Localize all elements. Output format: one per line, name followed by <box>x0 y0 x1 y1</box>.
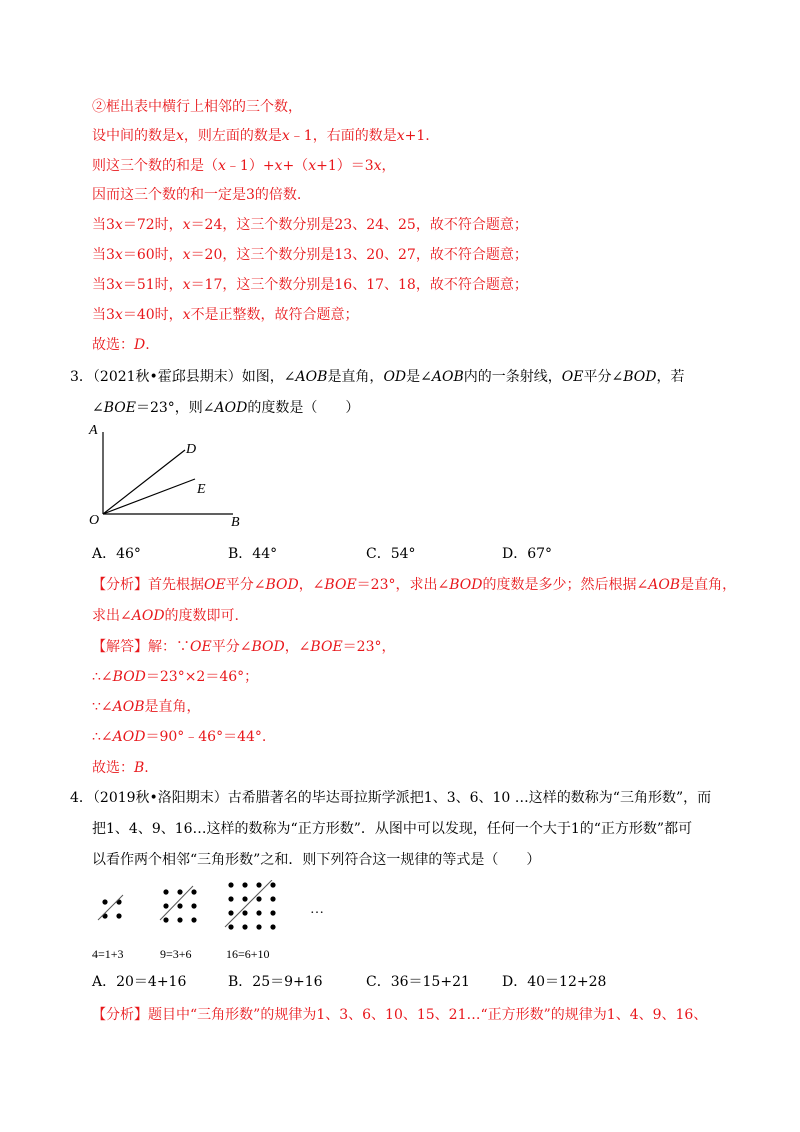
caption-1: 4=1+3 <box>92 947 124 961</box>
ellipsis: … <box>310 902 324 917</box>
q3-option-a: A．46° <box>92 546 141 562</box>
q3-solution-line-2: ∴∠BOD＝23°×2＝46°； <box>92 669 259 685</box>
q4-option-b: B．25＝9+16 <box>228 974 323 990</box>
question-4-line-1: 4．（2019秋•洛阳期末）古希腊著名的毕达哥拉斯学派把1、3、6、10 …这样的数称为“三角形数”，而 <box>70 790 712 806</box>
question-3-line-1: 3．（2021秋•霍邱县期末）如图，∠AOB是直角，OD是∠AOB内的一条射线，OE平分∠BOD，若 <box>70 369 685 385</box>
q3-option-d: D．67° <box>502 546 553 562</box>
answer-line: 故选：D. <box>92 337 150 353</box>
solution-line-3: 则这三个数的和是（x﹣1）+x+（x+1）＝3x， <box>92 158 396 174</box>
q3-option-c: C．54° <box>366 546 416 562</box>
label-o: O <box>89 513 100 528</box>
question-4-line-3: 以看作两个相邻“三角形数”之和．则下列符合这一规律的等式是（ ） <box>92 852 541 868</box>
q4-analysis-line: 【分析】题目中“三角形数”的规律为1、3、6、10、15、21…“正方形数”的规律为1、4、9、16、 <box>92 1007 708 1023</box>
solution-line-4: 因而这三个数的和一定是3的倍数. <box>92 187 302 203</box>
solution-line-1: ②框出表中横行上相邻的三个数， <box>92 99 302 115</box>
q4-option-d: D．40＝12+28 <box>502 974 607 990</box>
case-line-4: 当3x＝40时，x不是正整数，故符合题意； <box>92 307 359 323</box>
ray-od <box>103 450 185 514</box>
q3-solution-line-4: ∴∠AOD＝90°﹣46°＝44°. <box>92 729 267 745</box>
square-3x3 <box>160 886 197 923</box>
q3-option-b: B．44° <box>228 546 278 562</box>
q4-option-a: A．20＝4+16 <box>92 974 187 990</box>
case-line-3: 当3x＝51时，x＝17，这三个数分别是16、17、18，故不符合题意； <box>92 277 528 293</box>
question-3-line-2: ∠BOE＝23°，则∠AOD的度数是（ ） <box>92 400 360 416</box>
q3-analysis-line-2: 求出∠AOD的度数即可. <box>92 608 239 624</box>
square-4x4 <box>225 880 276 930</box>
label-a: A <box>89 423 98 438</box>
label-d: D <box>186 442 197 457</box>
case-line-2: 当3x＝60时，x＝20，这三个数分别是13、20、27，故不符合题意； <box>92 247 528 263</box>
caption-3: 16=6+10 <box>226 947 270 961</box>
ray-oe <box>103 479 195 514</box>
q3-analysis-line-1: 【分析】首先根据OE平分∠BOD，∠BOE＝23°，求出∠BOD的度数是多少；然后根据∠AOB是直角， <box>92 577 737 593</box>
question-4-line-2: 把1、4、9、16…这样的数称为“正方形数”．从图中可以发现，任何一个大于1的“正方形数”都可 <box>92 821 693 837</box>
label-b: B <box>231 515 240 530</box>
square-2x2 <box>98 895 123 920</box>
q4-option-c: C．36＝15+21 <box>366 974 470 990</box>
case-line-1: 当3x＝72时，x＝24，这三个数分别是23、24、25，故不符合题意； <box>92 217 528 233</box>
dot-pattern-figure <box>90 880 350 964</box>
caption-2: 9=3+6 <box>160 947 192 961</box>
q3-solution-line-1: 【解答】解：∵OE平分∠BOD，∠BOE＝23°， <box>92 639 396 655</box>
q3-solution-line-3: ∵∠AOB是直角， <box>92 699 201 715</box>
label-e: E <box>197 482 206 497</box>
solution-line-2: 设中间的数是x，则左面的数是x﹣1，右面的数是x+1. <box>92 128 430 144</box>
angle-figure <box>85 420 255 540</box>
q3-answer-line: 故选：B. <box>92 760 149 776</box>
